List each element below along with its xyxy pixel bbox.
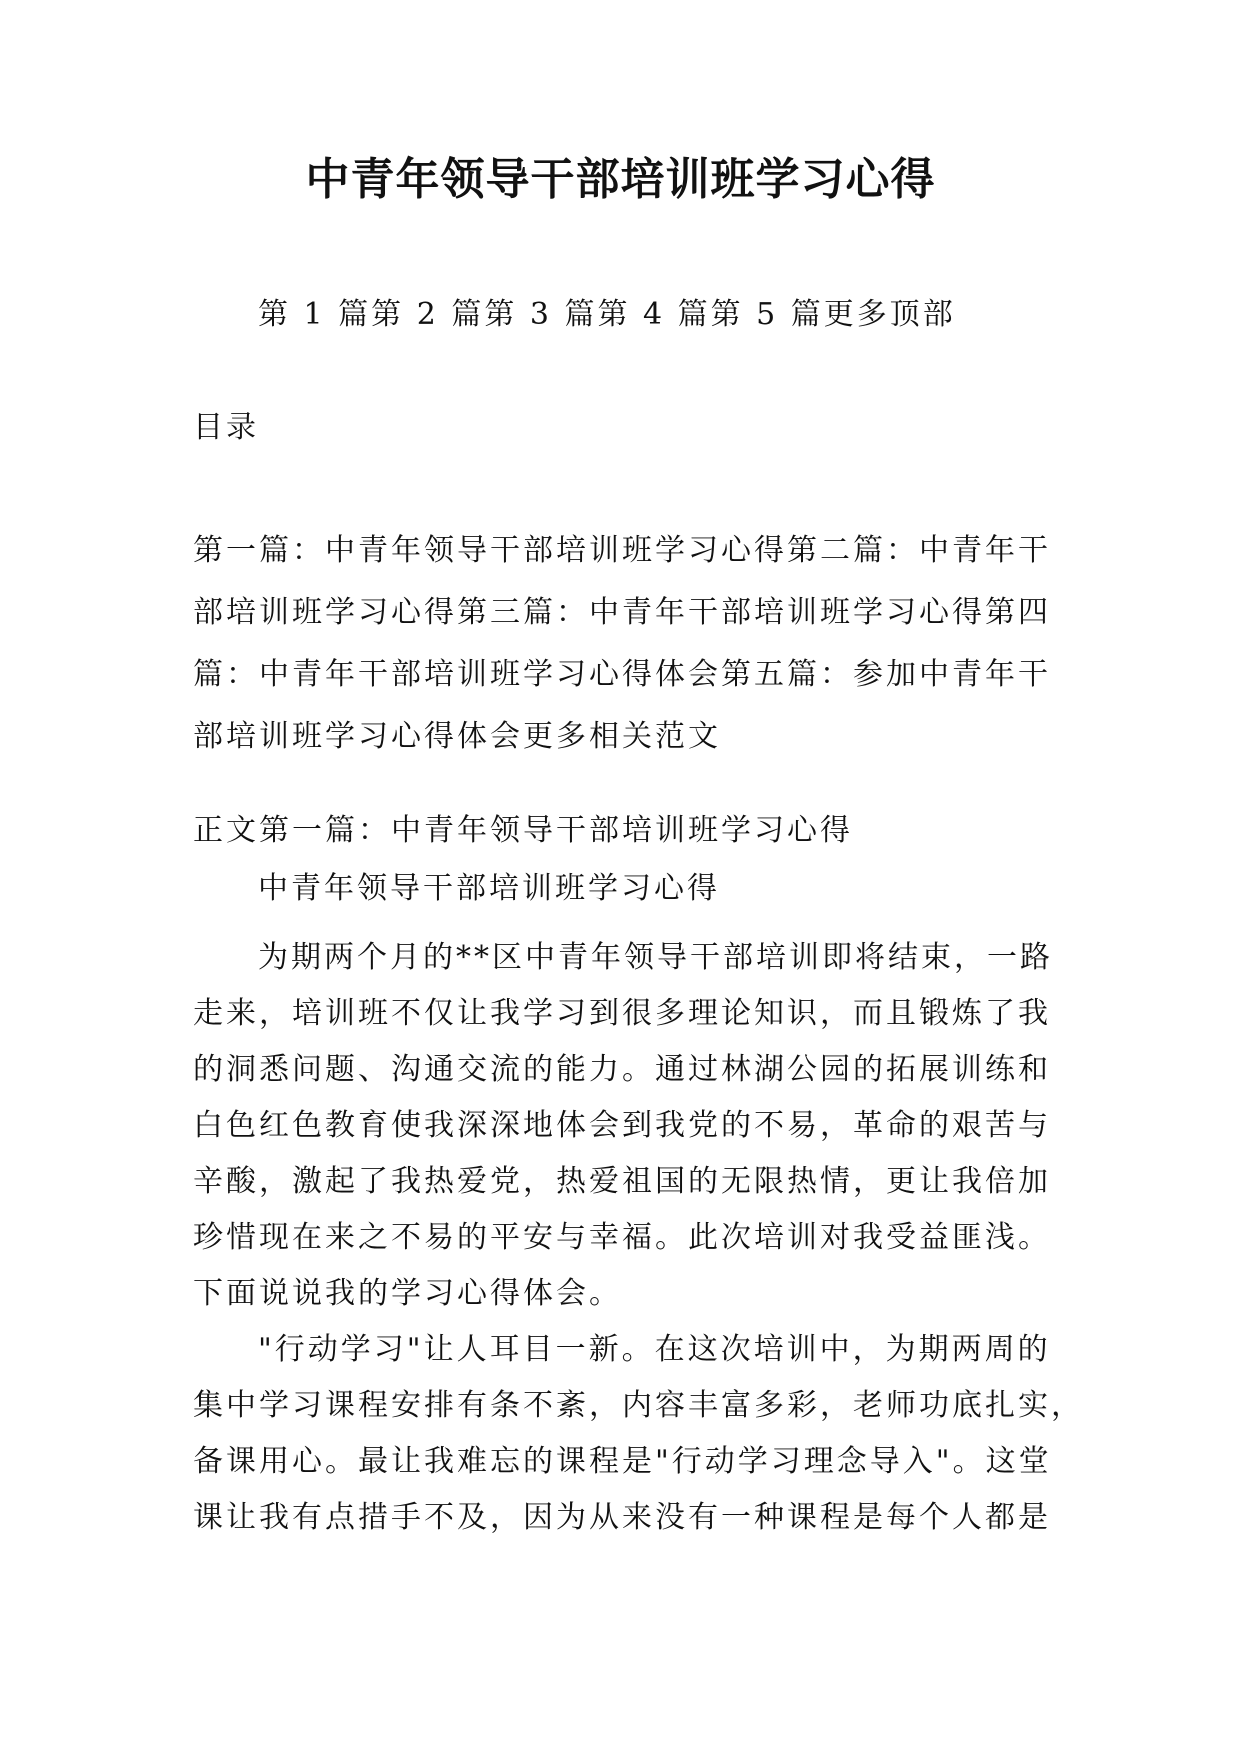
paragraph-line: 下面说说我的学习心得体会。 bbox=[193, 1276, 622, 1311]
paragraph-line: 辛酸，激起了我热爱党，热爱祖国的无限热情，更让我倍加 bbox=[193, 1164, 1051, 1199]
paragraph-1 bbox=[193, 930, 1053, 1322]
paragraph-line: 集中学习课程安排有条不紊，内容丰富多彩，老师功底扎实， bbox=[193, 1388, 1084, 1423]
paragraph-line: 为期两个月的**区中青年领导干部培训即将结束，一路 bbox=[258, 940, 1053, 975]
toc-heading: 目录 bbox=[193, 410, 259, 445]
document-title: 中青年领导干部培训班学习心得 bbox=[305, 154, 936, 205]
toc-line[interactable]: 部培训班学习心得第三篇：中青年干部培训班学习心得第四 bbox=[193, 595, 1051, 630]
toc-line[interactable]: 第一篇：中青年领导干部培训班学习心得第二篇：中青年干 bbox=[193, 533, 1051, 568]
paragraph-line: 课让我有点措手不及，因为从来没有一种课程是每个人都是 bbox=[193, 1500, 1051, 1535]
toc-line[interactable]: 篇：中青年干部培训班学习心得体会第五篇：参加中青年干 bbox=[193, 657, 1051, 692]
paragraph-2 bbox=[193, 1322, 1084, 1546]
body-heading: 正文第一篇：中青年领导干部培训班学习心得 bbox=[193, 813, 853, 848]
paragraph-line: 的洞悉问题、沟通交流的能力。通过林湖公园的拓展训练和 bbox=[193, 1052, 1051, 1087]
paragraph-line: "行动学习"让人耳目一新。在这次培训中，为期两周的 bbox=[258, 1332, 1051, 1367]
paragraph-line: 珍惜现在来之不易的平安与幸福。此次培训对我受益匪浅。 bbox=[193, 1220, 1051, 1255]
paragraph-line: 白色红色教育使我深深地体会到我党的不易，革命的艰苦与 bbox=[193, 1108, 1051, 1143]
article-navigation-links[interactable]: 第 1 篇第 2 篇第 3 篇第 4 篇第 5 篇更多顶部 bbox=[258, 297, 956, 332]
toc-line[interactable]: 部培训班学习心得体会更多相关范文 bbox=[193, 719, 721, 754]
paragraph-line: 走来，培训班不仅让我学习到很多理论知识，而且锻炼了我 bbox=[193, 996, 1051, 1031]
paragraph-line: 备课用心。最让我难忘的课程是"行动学习理念导入"。这堂 bbox=[193, 1444, 1052, 1479]
table-of-contents bbox=[193, 520, 1051, 768]
article-subheading: 中青年领导干部培训班学习心得 bbox=[258, 871, 720, 906]
